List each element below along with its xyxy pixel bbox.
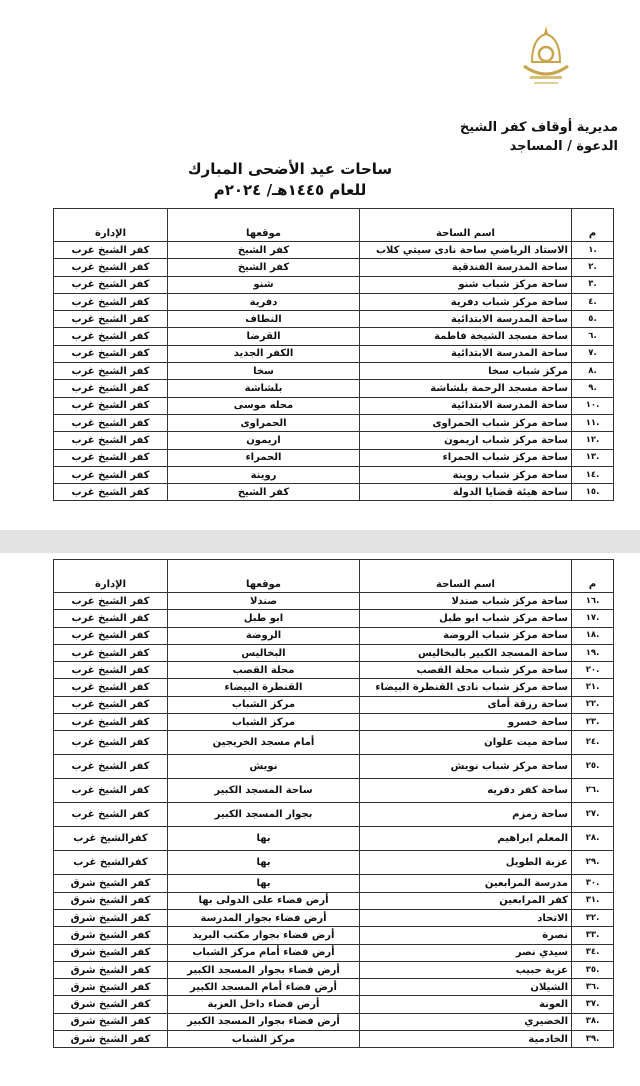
square-name: ساحة مركز شباب نادى القنطرة البيضاء [360, 679, 572, 696]
square-admin: كفر الشيخ غرب [54, 696, 168, 713]
square-admin: كفر الشيخ شرق [54, 927, 168, 944]
document-page-1 [0, 0, 640, 530]
square-admin: كفر الشيخ شرق [54, 892, 168, 909]
square-admin: كفر الشيخ غرب [54, 484, 168, 501]
row-number: .١٥ [572, 484, 614, 501]
square-name: ساحة مركز شباب اريمون [360, 432, 572, 449]
square-location: مركز الشباب [168, 714, 360, 731]
square-admin: كفر الشيخ غرب [54, 259, 168, 276]
table-row [54, 345, 614, 362]
table-row [54, 961, 614, 978]
squares-table-2 [53, 559, 614, 1048]
row-number: .٣٦ [572, 979, 614, 996]
table-row [54, 593, 614, 610]
square-name: مركز شباب سخا [360, 363, 572, 380]
square-admin: كفر الشيخ غرب [54, 432, 168, 449]
page-separator [0, 530, 640, 553]
square-name: ساحة مركز شباب ابو طبل [360, 610, 572, 627]
square-admin: كفر الشيخ غرب [54, 414, 168, 431]
square-admin: كفر الشيخ غرب [54, 610, 168, 627]
square-location: أرض فضاء داخل العزبة [168, 996, 360, 1013]
square-admin: كفر الشيخ غرب [54, 449, 168, 466]
row-number: .٩ [572, 380, 614, 397]
table-row [54, 851, 614, 875]
table-row [54, 259, 614, 276]
table-row [54, 276, 614, 293]
square-location: أرض فضاء أمام مركز الشباب [168, 944, 360, 961]
square-location: القنطرة البيضاء [168, 679, 360, 696]
col-location-header: موقعها [168, 209, 360, 242]
document-page-2 [0, 553, 640, 1086]
square-location: الكفر الجديد [168, 345, 360, 362]
row-number: .٢٩ [572, 851, 614, 875]
row-number: .٣٣ [572, 927, 614, 944]
row-number: .١٤ [572, 466, 614, 483]
square-location: الروضة [168, 627, 360, 644]
square-name: ساحة رزقة أماى [360, 696, 572, 713]
square-location: القرضا [168, 328, 360, 345]
col-location-header: موقعها [168, 560, 360, 593]
table-row [54, 979, 614, 996]
table-row [54, 380, 614, 397]
table-row [54, 875, 614, 892]
row-number: .٣ [572, 276, 614, 293]
square-admin: كفر الشيخ غرب [54, 293, 168, 310]
square-admin: كفر الشيخ غرب [54, 380, 168, 397]
square-name: العونة [360, 996, 572, 1013]
table-row [54, 414, 614, 431]
table-row [54, 731, 614, 755]
row-number: .٢٦ [572, 779, 614, 803]
square-name: ساحة مركز شباب شنو [360, 276, 572, 293]
square-admin: كفرالشيخ غرب [54, 827, 168, 851]
row-number: .٢٥ [572, 755, 614, 779]
col-num-header: م [572, 209, 614, 242]
square-admin: كفرالشيخ غرب [54, 851, 168, 875]
table-header-row [54, 209, 614, 242]
table-row [54, 779, 614, 803]
square-name: ساحة مركز شباب نويش [360, 755, 572, 779]
square-name: ساحة زمزم [360, 803, 572, 827]
square-location: بها [168, 827, 360, 851]
square-location: النطاف [168, 311, 360, 328]
square-admin: كفر الشيخ شرق [54, 979, 168, 996]
square-name: ساحة مسجد الشيخة فاطمة [360, 328, 572, 345]
square-location: أرض فضاء بجوار مكتب البريد [168, 927, 360, 944]
col-admin-header: الإدارة [54, 560, 168, 593]
row-number: .٢٣ [572, 714, 614, 731]
square-name: ساحة مركز شباب الروضة [360, 627, 572, 644]
table-row [54, 1031, 614, 1048]
table-row [54, 311, 614, 328]
row-number: .٢٨ [572, 827, 614, 851]
square-admin: كفر الشيخ شرق [54, 909, 168, 926]
square-name: عزبة الطويل [360, 851, 572, 875]
square-name: ساحة المدرسة الابتدائية [360, 397, 572, 414]
square-admin: كفر الشيخ غرب [54, 679, 168, 696]
square-name: ساحة خسرو [360, 714, 572, 731]
square-location: محلة القصب [168, 662, 360, 679]
square-location: أرض فضاء بجوار المسجد الكبير [168, 961, 360, 978]
square-admin: كفر الشيخ شرق [54, 1013, 168, 1030]
row-number: .٣٤ [572, 944, 614, 961]
table-row [54, 909, 614, 926]
table-row [54, 803, 614, 827]
table-row [54, 449, 614, 466]
row-number: .٣٢ [572, 909, 614, 926]
row-number: .٣٥ [572, 961, 614, 978]
row-number: .٨ [572, 363, 614, 380]
square-location: بها [168, 851, 360, 875]
square-name: ساحة هيئة قضايا الدولة [360, 484, 572, 501]
table-row [54, 610, 614, 627]
row-number: .١٠ [572, 397, 614, 414]
row-number: .١١ [572, 414, 614, 431]
square-location: محله موسى [168, 397, 360, 414]
square-name: ساحة مركز شباب صندلا [360, 593, 572, 610]
table-row [54, 714, 614, 731]
square-location: الحمراء [168, 449, 360, 466]
col-admin-header: الإدارة [54, 209, 168, 242]
square-location: سخا [168, 363, 360, 380]
square-location: كفر الشيخ [168, 259, 360, 276]
square-location: أرض فضاء على الدولى بها [168, 892, 360, 909]
square-name: الخادمية [360, 1031, 572, 1048]
square-location: أرض فضاء بجوار المسجد الكبير [168, 1013, 360, 1030]
table-row [54, 242, 614, 259]
square-name: الاستاد الرياضي ساحة نادى سيتي كلاب [360, 242, 572, 259]
square-name: الشيلان [360, 979, 572, 996]
square-admin: كفر الشيخ غرب [54, 345, 168, 362]
square-admin: كفر الشيخ شرق [54, 1031, 168, 1048]
square-name: ساحة مركز شباب محلة القصب [360, 662, 572, 679]
row-number: .٥ [572, 311, 614, 328]
square-location: مركز الشباب [168, 1031, 360, 1048]
row-number: .٢١ [572, 679, 614, 696]
square-location: شنو [168, 276, 360, 293]
square-location: بلشاشة [168, 380, 360, 397]
row-number: .١٧ [572, 610, 614, 627]
row-number: .١ [572, 242, 614, 259]
square-admin: كفر الشيخ غرب [54, 311, 168, 328]
square-location: اريمون [168, 432, 360, 449]
table-row [54, 363, 614, 380]
square-location: نويش [168, 755, 360, 779]
department-name: الدعوة / المساجد [509, 139, 618, 154]
square-admin: كفر الشيخ غرب [54, 803, 168, 827]
row-number: .١٦ [572, 593, 614, 610]
row-number: .١٩ [572, 644, 614, 661]
table-row [54, 293, 614, 310]
square-name: سيدي نصر [360, 944, 572, 961]
row-number: .١٢ [572, 432, 614, 449]
table-row [54, 644, 614, 661]
row-number: .٧ [572, 345, 614, 362]
square-location: ابو طبل [168, 610, 360, 627]
square-location: ساحة المسجد الكبير [168, 779, 360, 803]
directorate-name: مديرية أوقاف كفر الشيخ [459, 120, 618, 135]
table-row [54, 996, 614, 1013]
square-name: ساحة مسجد الرحمة بلشاشة [360, 380, 572, 397]
square-admin: كفر الشيخ شرق [54, 996, 168, 1013]
square-admin: كفر الشيخ غرب [54, 466, 168, 483]
square-name: ساحة مركز شباب روينة [360, 466, 572, 483]
square-name: ساحة المسجد الكبير بالبخاليس [360, 644, 572, 661]
square-admin: كفر الشيخ غرب [54, 731, 168, 755]
square-name: كفر المرابعين [360, 892, 572, 909]
row-number: .٣١ [572, 892, 614, 909]
row-number: .٣٧ [572, 996, 614, 1013]
square-name: المعلم ابراهيم [360, 827, 572, 851]
square-admin: كفر الشيخ شرق [54, 875, 168, 892]
row-number: .٣٩ [572, 1031, 614, 1048]
square-location: الحمراوى [168, 414, 360, 431]
square-name: ساحة مركز شباب الحمراء [360, 449, 572, 466]
table-row [54, 827, 614, 851]
square-name: الخضيري [360, 1013, 572, 1030]
square-admin: كفر الشيخ غرب [54, 755, 168, 779]
table-row [54, 328, 614, 345]
square-name: مدرسة المرابعين [360, 875, 572, 892]
square-admin: كفر الشيخ غرب [54, 662, 168, 679]
square-name: ساحة ميت علوان [360, 731, 572, 755]
square-location: بها [168, 875, 360, 892]
square-name: ساحة كفر دفريه [360, 779, 572, 803]
row-number: .٢٤ [572, 731, 614, 755]
square-name: نصرة [360, 927, 572, 944]
document-title: ساحات عيد الأضحى المبارك [187, 160, 393, 178]
square-admin: كفر الشيخ غرب [54, 627, 168, 644]
square-location: بجوار المسجد الكبير [168, 803, 360, 827]
square-name: ساحة مركز شباب الحمراوى [360, 414, 572, 431]
square-name: ساحة المدرسة الفندقية [360, 259, 572, 276]
ministry-logo-icon [512, 22, 580, 92]
row-number: .٢٢ [572, 696, 614, 713]
row-number: .٣٠ [572, 875, 614, 892]
col-name-header: اسم الساحة [360, 560, 572, 593]
row-number: .١٨ [572, 627, 614, 644]
square-location: كفر الشيخ [168, 484, 360, 501]
square-location: دفرية [168, 293, 360, 310]
row-number: .٤ [572, 293, 614, 310]
table-row [54, 432, 614, 449]
square-name: ساحة مركز شباب دفرية [360, 293, 572, 310]
table-header-row [54, 560, 614, 593]
square-location: روينة [168, 466, 360, 483]
table-row [54, 696, 614, 713]
row-number: .٦ [572, 328, 614, 345]
square-name: عزبة حبيب [360, 961, 572, 978]
col-name-header: اسم الساحة [360, 209, 572, 242]
table-row [54, 397, 614, 414]
table-row [54, 892, 614, 909]
square-admin: كفر الشيخ غرب [54, 644, 168, 661]
square-admin: كفر الشيخ غرب [54, 276, 168, 293]
square-name: ساحة المدرسة الابتدائية [360, 311, 572, 328]
table-row [54, 944, 614, 961]
square-location: أرض فضاء بجوار المدرسة [168, 909, 360, 926]
table-row [54, 755, 614, 779]
square-location: كفر الشيخ [168, 242, 360, 259]
square-admin: كفر الشيخ غرب [54, 397, 168, 414]
table-row [54, 627, 614, 644]
row-number: .٣٨ [572, 1013, 614, 1030]
square-location: أرض فضاء أمام المسجد الكبير [168, 979, 360, 996]
table-row [54, 679, 614, 696]
square-location: البخاليس [168, 644, 360, 661]
table-row [54, 466, 614, 483]
table-row [54, 927, 614, 944]
row-number: .٢٧ [572, 803, 614, 827]
row-number: .٢٠ [572, 662, 614, 679]
square-admin: كفر الشيخ غرب [54, 779, 168, 803]
col-num-header: م [572, 560, 614, 593]
square-location: صندلا [168, 593, 360, 610]
square-location: أمام مسجد الخريجين [168, 731, 360, 755]
squares-table-1 [53, 208, 614, 501]
table-row [54, 1013, 614, 1030]
row-number: .٢ [572, 259, 614, 276]
square-name: ساحة المدرسة الابتدائية [360, 345, 572, 362]
square-name: الاتحاد [360, 909, 572, 926]
square-admin: كفر الشيخ غرب [54, 593, 168, 610]
table-row [54, 662, 614, 679]
square-location: مركز الشباب [168, 696, 360, 713]
square-admin: كفر الشيخ شرق [54, 961, 168, 978]
square-admin: كفر الشيخ غرب [54, 714, 168, 731]
table-row [54, 484, 614, 501]
square-admin: كفر الشيخ غرب [54, 242, 168, 259]
square-admin: كفر الشيخ شرق [54, 944, 168, 961]
row-number: .١٣ [572, 449, 614, 466]
document-subtitle: للعام ١٤٤٥هـ/ ٢٠٢٤م [213, 181, 367, 199]
square-admin: كفر الشيخ غرب [54, 363, 168, 380]
square-admin: كفر الشيخ غرب [54, 328, 168, 345]
